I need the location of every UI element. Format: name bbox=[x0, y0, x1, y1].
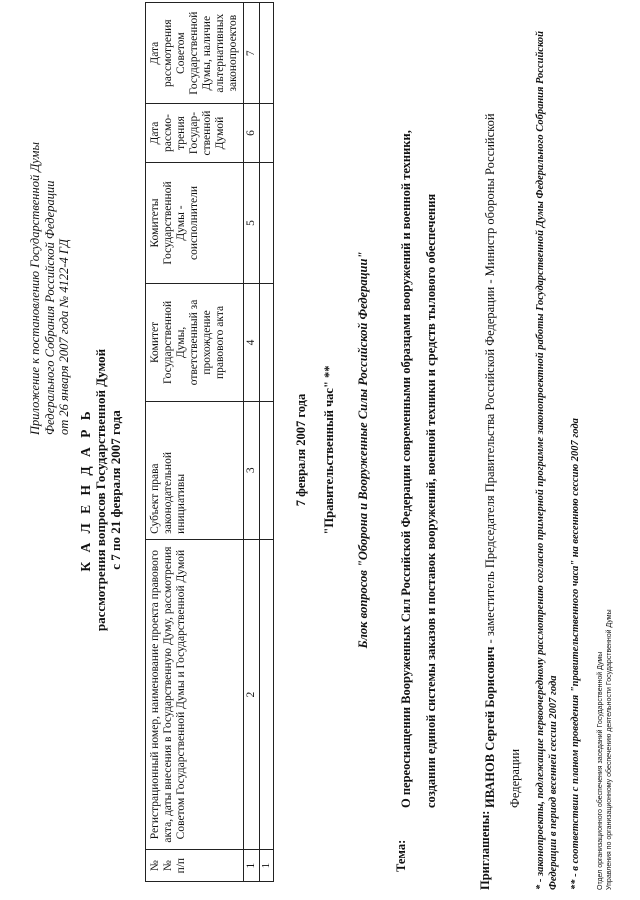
column-number: 5 bbox=[244, 162, 260, 283]
department-note bbox=[596, 190, 614, 890]
footnote-priority: * - законопроекты, подлежащие первоочередному рассмотрению согласно примерной программе законопроектной работы Государственной Думы Федерального Собрания Российской Федерации в период весенней сессии 2007 года bbox=[535, 31, 559, 890]
appendix-line: от 26 января 2007 года № 4122-4 ГД bbox=[57, 239, 71, 435]
column-number: 2 bbox=[244, 539, 260, 849]
table-header-row bbox=[146, 3, 244, 882]
question-block-title: Блок вопросов "Оборона и Вооруженные Силы Российской Федерации" bbox=[356, 251, 370, 649]
department-line: Управления по организационному обеспечению деятельности Государственной Думы bbox=[606, 609, 613, 890]
document-period: с 7 по 21 февраля 2007 года bbox=[108, 410, 123, 570]
header-cell-number: №№ п/п bbox=[146, 850, 244, 882]
table-cell bbox=[260, 401, 274, 539]
session-date: 7 февраля 2007 года bbox=[294, 393, 308, 507]
invited-position: - заместитель Председателя Правительства Российской Федерации - Министр обороны Российской Федерации bbox=[483, 113, 522, 808]
appendix-line: Приложение к постановлению Государственной Думы bbox=[28, 142, 42, 435]
department-line: Отдел организационного обеспечения заседаний Государственной Думы bbox=[597, 651, 604, 890]
document-heading bbox=[78, 160, 123, 820]
table-row bbox=[260, 3, 274, 882]
header-cell-registration: Регистрационный номер, наименование проекта правового акта, даты внесения в Государственную Думу, рассмотрения Советом Государственной Думы и Государственной Думой bbox=[146, 539, 244, 849]
document-subtitle: рассмотрения вопросов Государственной Думой bbox=[93, 348, 108, 632]
appendix-note bbox=[28, 15, 72, 435]
topic-label: Тема: bbox=[394, 839, 408, 872]
table-cell bbox=[260, 284, 274, 401]
invited-name: ИВАНОВ Сергей Борисович bbox=[483, 646, 497, 808]
calendar-table bbox=[145, 2, 274, 882]
header-cell-council-date: Дата рассмотрения Советом Государственной Думы, наличие альтернативных законопроектов bbox=[146, 3, 244, 104]
column-number: 1 bbox=[244, 850, 260, 882]
row-number: 1 bbox=[260, 850, 274, 882]
column-number: 6 bbox=[244, 104, 260, 162]
topic-text: О переоснащении Вооруженных Сил Российской Федерации современными образцами вооружений и военной техники, создании единой системы заказов и поставок вооружений, военной техники и средств тылового обеспечения bbox=[399, 130, 438, 808]
invited-label: Приглашены: bbox=[478, 810, 492, 890]
header-cell-committee: Комитет Государственной Думы, ответственный за прохождение правового акта bbox=[146, 284, 244, 401]
header-cell-duma-date: Дата рассмо-трения Государ-ственной Думой bbox=[146, 104, 244, 162]
table-column-numbers-row bbox=[244, 3, 260, 882]
footnote-government-hour: ** - в соответствии с планом проведения "правительственного часа" на весеннюю сессию 2007 года bbox=[570, 418, 581, 890]
header-cell-co-committees: Комитеты Государственной Думы - соисполнители bbox=[146, 162, 244, 283]
table-cell bbox=[260, 162, 274, 283]
column-number: 7 bbox=[244, 3, 260, 104]
table-cell bbox=[260, 3, 274, 104]
column-number: 3 bbox=[244, 401, 260, 539]
appendix-line: Федерального Собрания Российской Федерации bbox=[42, 180, 57, 435]
table-cell bbox=[260, 104, 274, 162]
header-cell-subject: Субъект права законодательной инициативы bbox=[146, 401, 244, 539]
table-cell bbox=[260, 539, 274, 849]
column-number: 4 bbox=[244, 284, 260, 401]
invited-text bbox=[478, 88, 528, 808]
document-title: К А Л Е Н Д А Р Ь bbox=[78, 408, 93, 572]
government-hour-title: "Правительственный час" ** bbox=[322, 365, 336, 535]
